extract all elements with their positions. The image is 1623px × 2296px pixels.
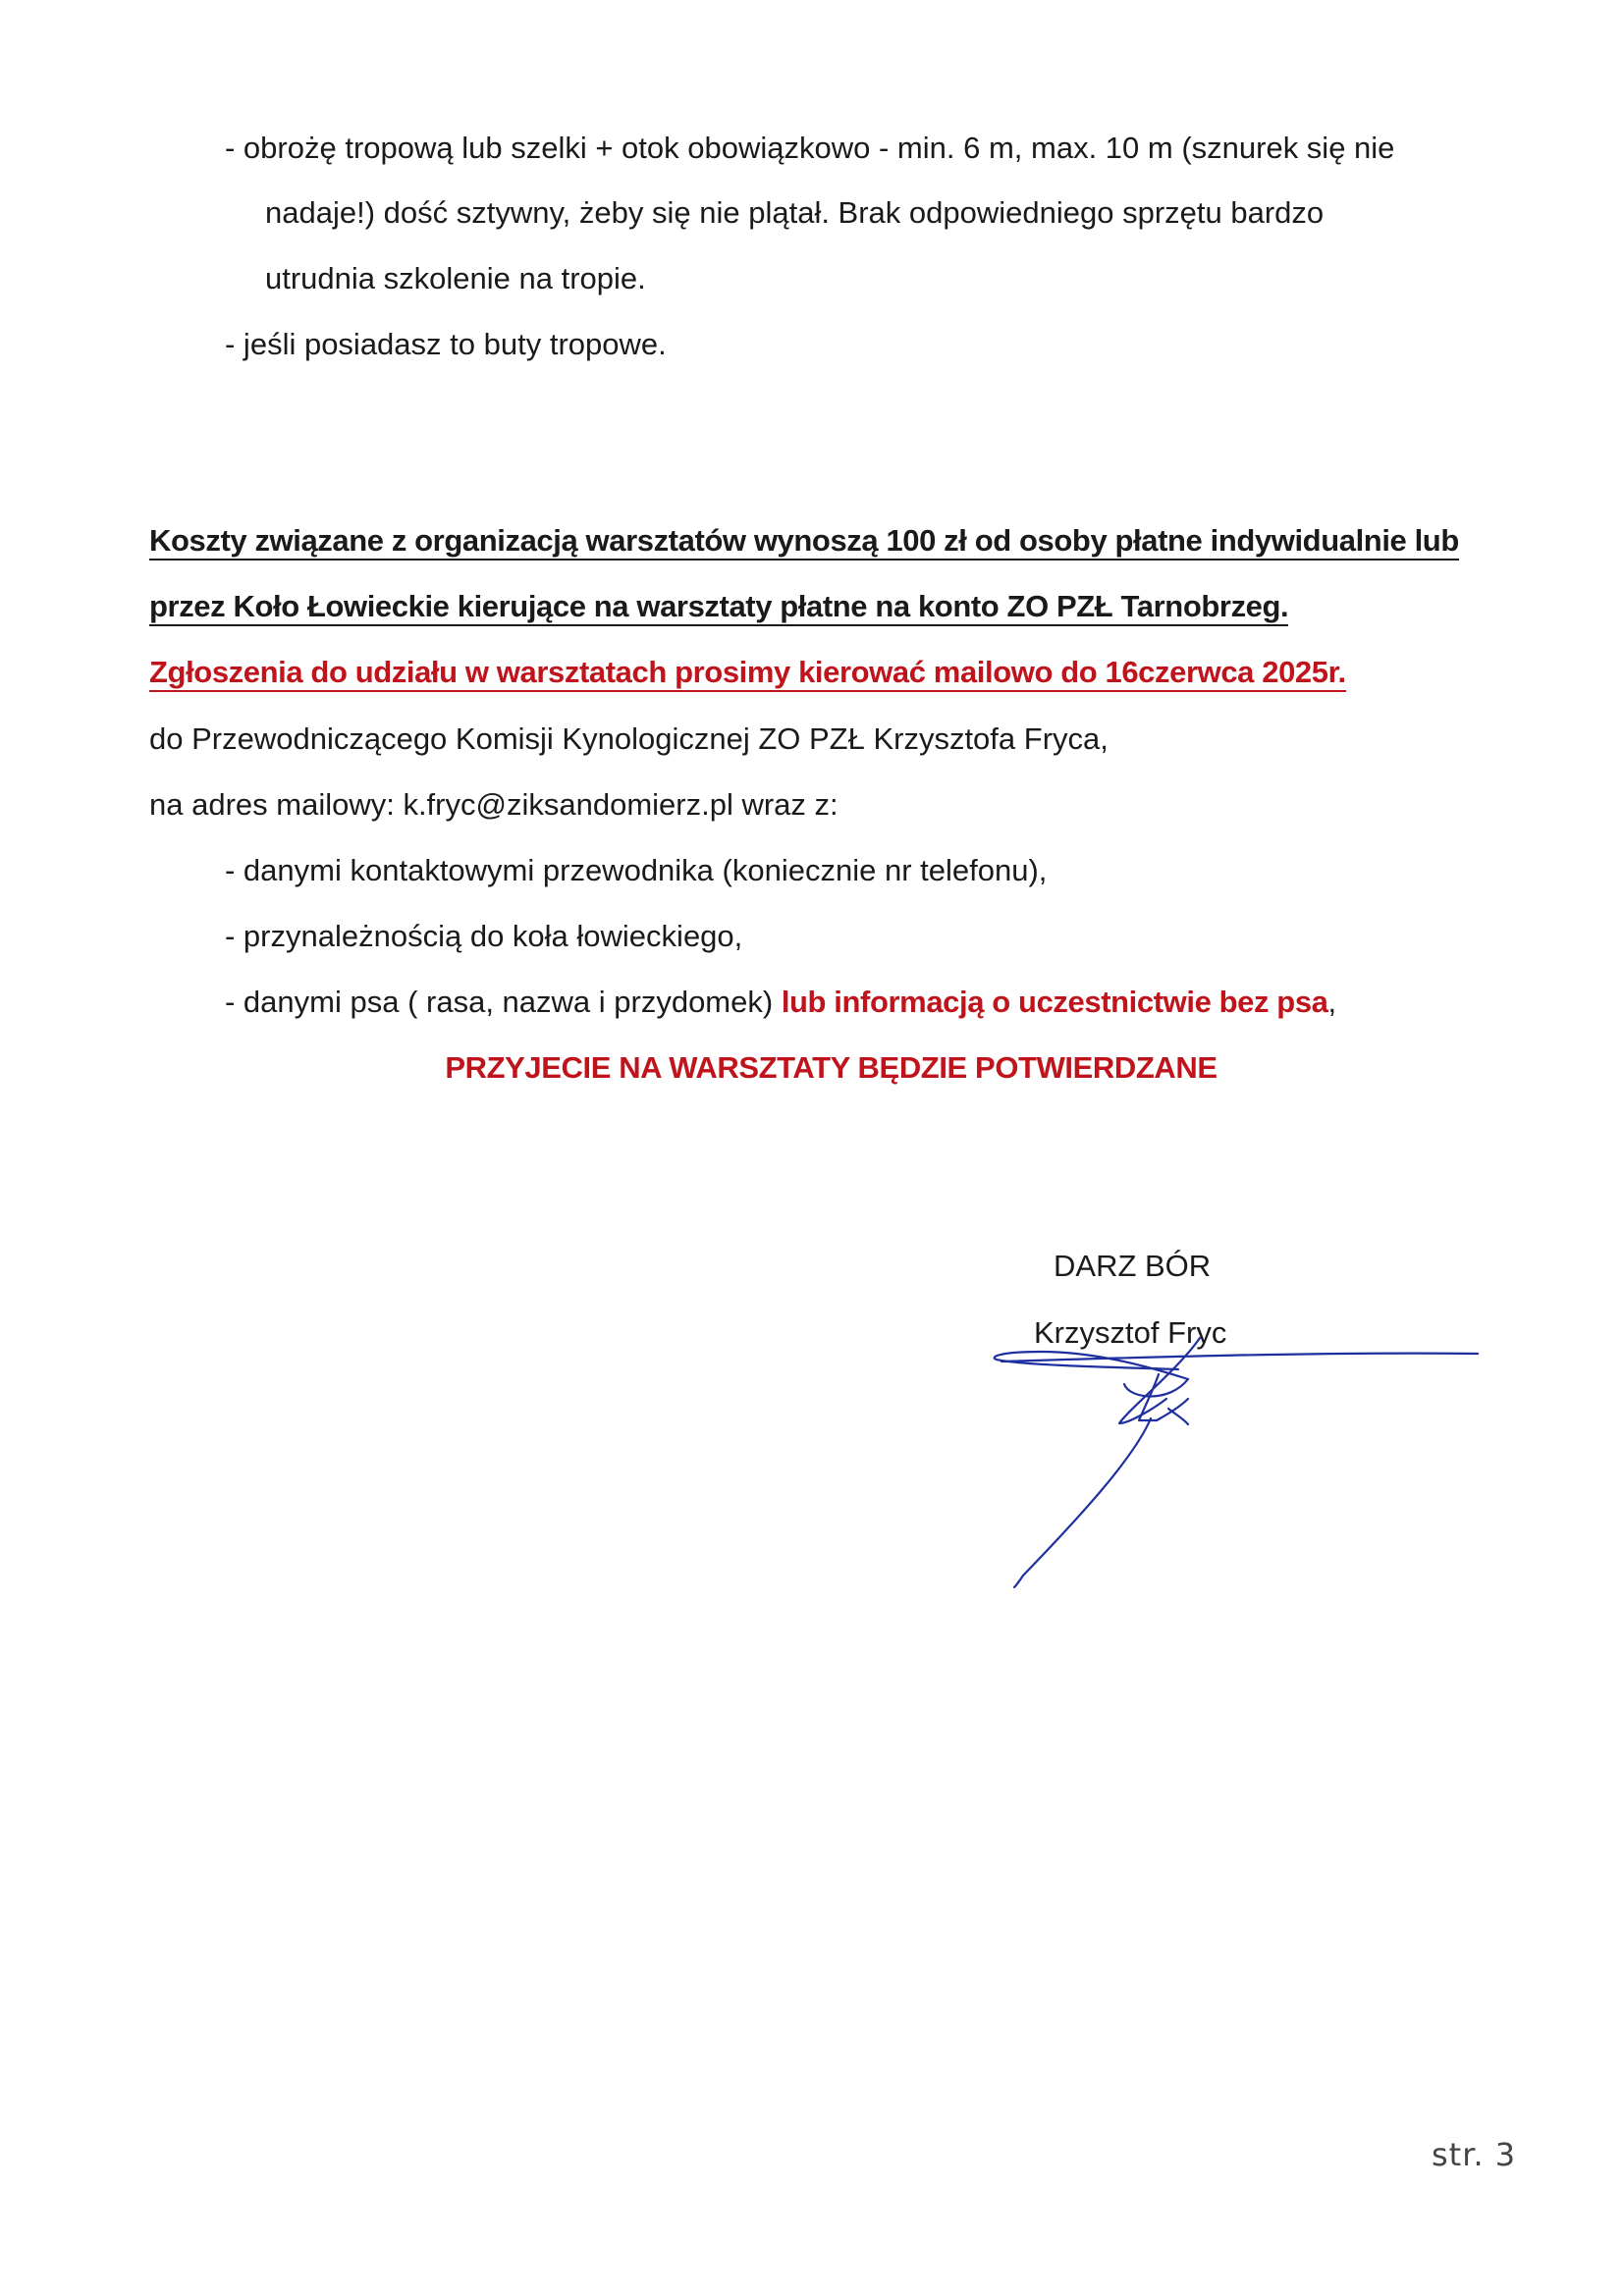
registration-item-dog-suffix: ,	[1327, 985, 1337, 1019]
closing-greeting: DARZ BÓR	[1054, 1249, 1212, 1283]
handwritten-signature	[982, 1330, 1492, 1595]
confirmation-notice: PRZYJECIE NA WARSZTATY BĘDZIE POTWIERDZANE	[445, 1050, 1217, 1085]
costs-line-1-text: Koszty związane z organizacją warsztatów wynoszą 100 zł od osoby płatne indywidualnie lub	[149, 523, 1459, 561]
costs-line-1	[149, 522, 1459, 560]
equipment-item-1-line-1: - obrożę tropową lub szelki + otok obowiązkowo - min. 6 m, max. 10 m (sznurek się nie	[225, 131, 1395, 165]
equipment-item-1-line-3: utrudnia szkolenie na tropie.	[265, 261, 646, 295]
registration-item-club: - przynależnością do koła łowieckiego,	[225, 919, 743, 953]
costs-line-2	[149, 588, 1288, 625]
registration-deadline	[149, 654, 1346, 691]
signature-underline	[1001, 1354, 1478, 1362]
registration-address: na adres mailowy: k.fryc@ziksandomierz.pl wraz z:	[149, 787, 839, 822]
registration-deadline-text: Zgłoszenia do udziału w warsztatach prosimy kierować mailowo do 16czerwca 2025r.	[149, 655, 1346, 692]
signatory-name: Krzysztof Fryc	[1034, 1315, 1227, 1350]
registration-item-dog	[225, 984, 1336, 1021]
registration-item-dog-prefix: - danymi psa ( rasa, nazwa i przydomek)	[225, 985, 782, 1019]
page-number: str. 3	[1432, 2136, 1517, 2173]
signature-tail	[1168, 1409, 1188, 1424]
registration-item-contact: - danymi kontaktowymi przewodnika (koniecznie nr telefonu),	[225, 853, 1048, 887]
signature-letter-f	[1139, 1374, 1188, 1420]
registration-item-dog-red: lub informacją o uczestnictwie bez psa	[781, 985, 1328, 1019]
equipment-item-1-line-2: nadaje!) dość sztywny, żeby się nie plątał. Brak odpowiedniego sprzętu bardzo	[265, 195, 1325, 230]
signature-long-stroke	[1014, 1418, 1151, 1587]
equipment-item-2: - jeśli posiadasz to buty tropowe.	[225, 327, 667, 361]
registration-recipient: do Przewodniczącego Komisji Kynologicznej ZO PZŁ Krzysztofa Fryca,	[149, 721, 1109, 756]
costs-line-2-text: przez Koło Łowieckie kierujące na warsztaty płatne na konto ZO PZŁ Tarnobrzeg.	[149, 589, 1288, 626]
